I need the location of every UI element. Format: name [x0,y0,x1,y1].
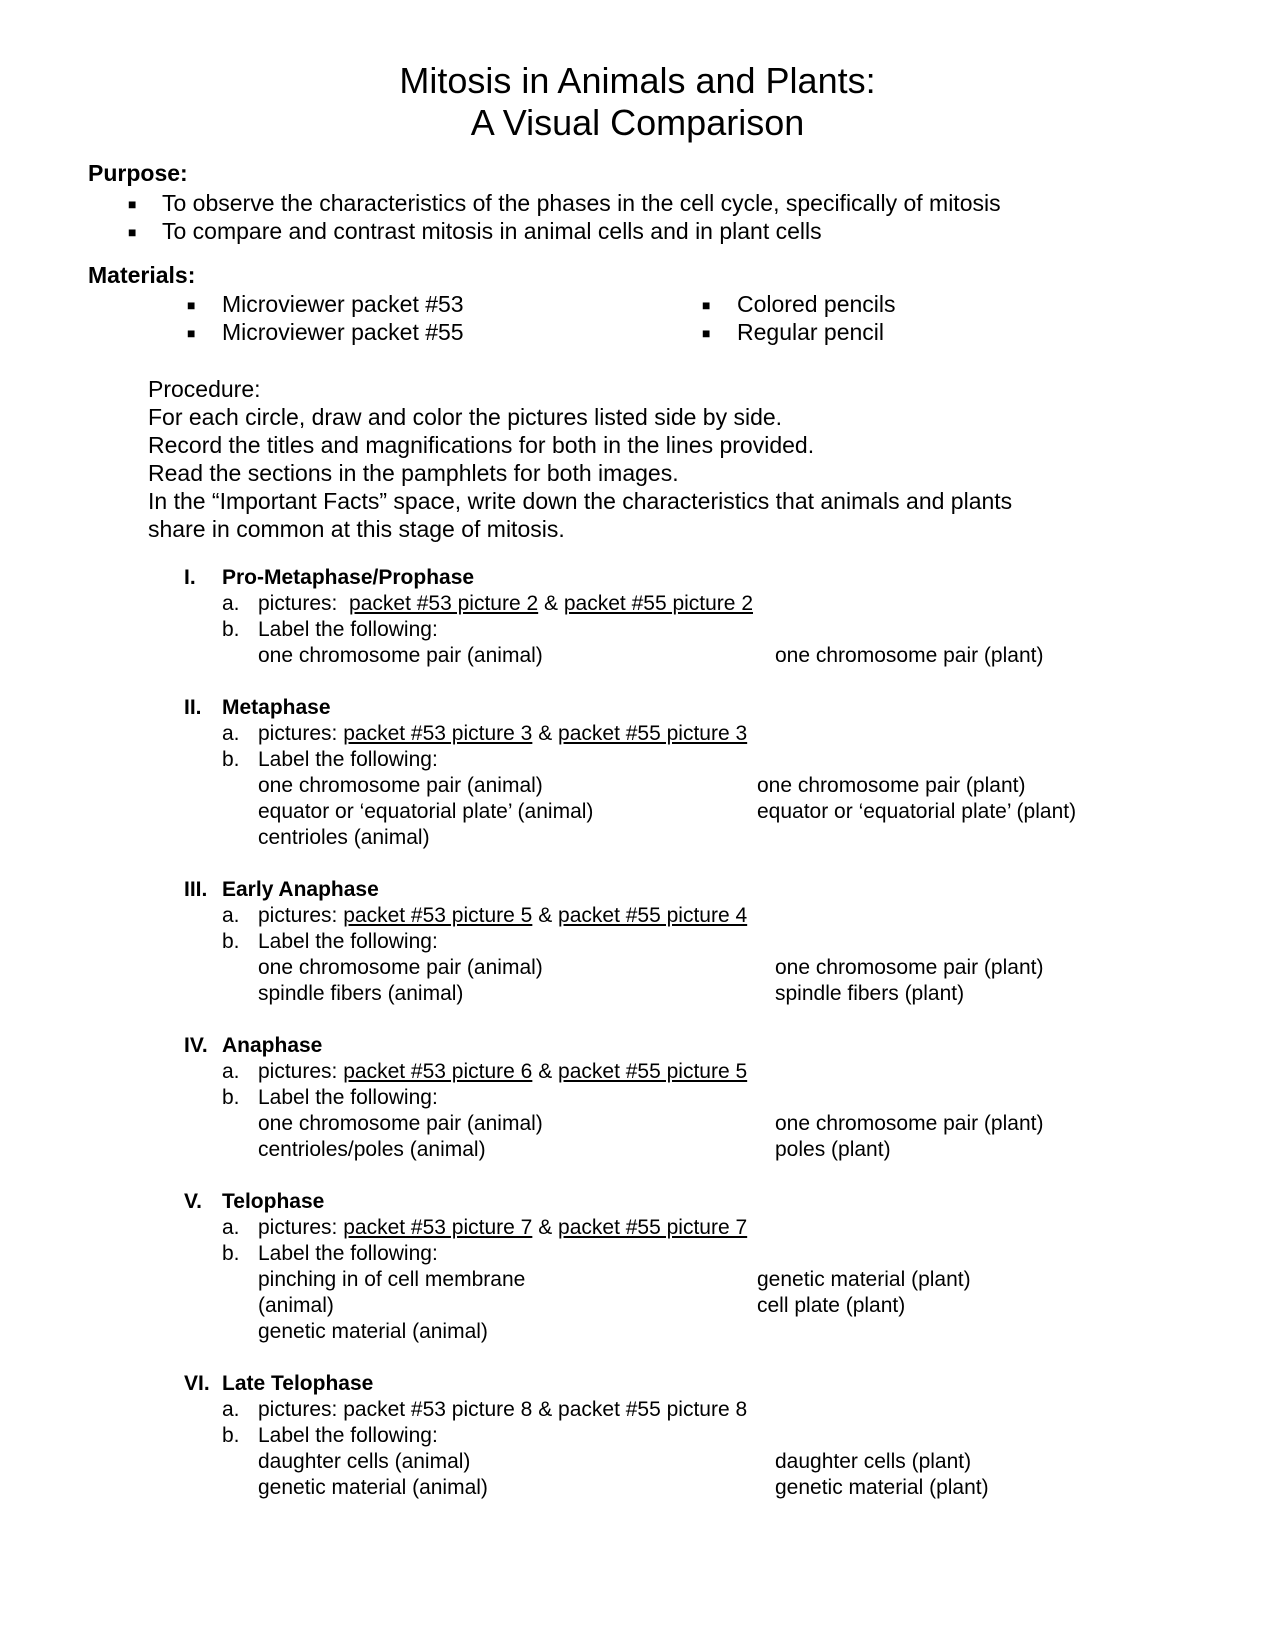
procedure-line: share in common at this stage of mitosis. [148,516,565,542]
plant-label: genetic material (plant) [757,1268,971,1291]
procedure-heading: Procedure: [148,376,261,402]
page-title-line-2: A Visual Comparison [470,102,805,143]
pictures-line [258,1216,747,1240]
animal-label: daughter cells (animal) [258,1450,471,1473]
plant-picture-ref: packet #55 picture 2 [563,592,753,615]
animal-picture-ref: packet #53 picture 8 [343,1398,533,1421]
plant-label: one chromosome pair (plant) [775,956,1044,979]
section-numeral: III. [184,878,208,901]
list-marker: a. [222,592,240,615]
plant-label: equator or ‘equatorial plate’ (plant) [757,800,1077,823]
section-title: Anaphase [222,1034,323,1057]
plant-label: one chromosome pair (plant) [775,1112,1044,1135]
animal-label: one chromosome pair (animal) [258,644,543,667]
plant-label: poles (plant) [775,1138,891,1161]
materials-heading: Materials: [88,262,196,288]
animal-picture-ref: packet #53 picture 2 [349,592,539,615]
animal-label: genetic material (animal) [258,1476,488,1499]
square-bullet-icon: ■ [128,224,137,240]
animal-label: one chromosome pair (animal) [258,956,543,979]
section-numeral: II. [184,696,202,719]
list-marker: b. [222,930,240,953]
animal-picture-ref: packet #53 picture 5 [343,904,533,927]
pictures-label: pictures: [258,1060,338,1083]
label-heading: Label the following: [258,748,438,771]
list-marker: a. [222,1398,240,1421]
purpose-item: To compare and contrast mitosis in animal cells and in plant cells [162,218,822,244]
square-bullet-icon: ■ [702,325,711,341]
purpose-item: To observe the characteristics of the phases in the cell cycle, specifically of mitosis [162,190,1001,216]
plant-label: genetic material (plant) [775,1476,989,1499]
material-item: Microviewer packet #55 [222,319,464,345]
plant-picture-ref: packet #55 picture 8 [558,1398,748,1421]
purpose-heading: Purpose: [88,160,188,186]
plant-picture-ref: packet #55 picture 7 [558,1216,748,1239]
square-bullet-icon: ■ [702,297,711,313]
ampersand: & [538,904,553,927]
square-bullet-icon: ■ [187,325,196,341]
label-heading: Label the following: [258,1086,438,1109]
pictures-line [258,1398,747,1422]
animal-label: spindle fibers (animal) [258,982,464,1005]
square-bullet-icon: ■ [128,196,137,212]
material-item: Microviewer packet #53 [222,291,464,317]
list-marker: b. [222,618,240,641]
pictures-label: pictures: [258,1216,338,1239]
section-title: Metaphase [222,696,331,719]
material-item: Regular pencil [737,319,885,345]
material-item: Colored pencils [737,291,896,317]
label-heading: Label the following: [258,1242,438,1265]
plant-label: spindle fibers (plant) [775,982,965,1005]
plant-label: one chromosome pair (plant) [757,774,1026,797]
plant-picture-ref: packet #55 picture 3 [558,722,748,745]
pictures-line [258,1060,747,1084]
animal-label: centrioles (animal) [258,826,430,849]
pictures-label: pictures: [258,1398,338,1421]
animal-label: equator or ‘equatorial plate’ (animal) [258,800,594,823]
procedure-line: Record the titles and magnifications for both in the lines provided. [148,432,815,458]
list-marker: a. [222,904,240,927]
list-marker: b. [222,748,240,771]
list-marker: a. [222,1060,240,1083]
pictures-line [258,904,747,928]
label-heading: Label the following: [258,930,438,953]
animal-label: centrioles/poles (animal) [258,1138,486,1161]
procedure-line: In the “Important Facts” space, write down the characteristics that animals and plants [148,488,1013,514]
square-bullet-icon: ■ [187,297,196,313]
list-marker: a. [222,722,240,745]
plant-label: daughter cells (plant) [775,1450,972,1473]
list-marker: b. [222,1424,240,1447]
list-marker: b. [222,1242,240,1265]
pictures-line [258,592,753,616]
page-title-line-1: Mitosis in Animals and Plants: [399,60,876,101]
plant-picture-ref: packet #55 picture 4 [558,904,748,927]
section-title: Telophase [222,1190,325,1213]
section-numeral: IV. [184,1034,208,1057]
animal-label: one chromosome pair (animal) [258,1112,543,1135]
section-numeral: V. [184,1190,202,1213]
animal-label: one chromosome pair (animal) [258,774,543,797]
section-title: Late Telophase [222,1372,374,1395]
pictures-label: pictures: [258,904,338,927]
pictures-label: pictures: [258,592,338,615]
procedure-line: For each circle, draw and color the pictures listed side by side. [148,404,783,430]
section-title: Early Anaphase [222,878,379,901]
animal-picture-ref: packet #53 picture 6 [343,1060,533,1083]
list-marker: b. [222,1086,240,1109]
animal-picture-ref: packet #53 picture 7 [343,1216,533,1239]
section-title: Pro-Metaphase/Prophase [222,566,475,589]
pictures-line [258,722,747,746]
ampersand: & [538,722,553,745]
plant-label: one chromosome pair (plant) [775,644,1044,667]
section-numeral: I. [184,566,196,589]
section-numeral: VI. [184,1372,210,1395]
animal-label: (animal) [258,1294,334,1317]
animal-label: genetic material (animal) [258,1320,488,1343]
label-heading: Label the following: [258,1424,438,1447]
ampersand: & [538,1060,553,1083]
list-marker: a. [222,1216,240,1239]
label-heading: Label the following: [258,618,438,641]
pictures-label: pictures: [258,722,338,745]
plant-label: cell plate (plant) [757,1294,906,1317]
plant-picture-ref: packet #55 picture 5 [558,1060,748,1083]
animal-picture-ref: packet #53 picture 3 [343,722,533,745]
ampersand: & [538,1216,553,1239]
ampersand: & [538,1398,553,1421]
procedure-line: Read the sections in the pamphlets for both images. [148,460,679,486]
animal-label: pinching in of cell membrane [258,1268,526,1291]
ampersand: & [544,592,559,615]
